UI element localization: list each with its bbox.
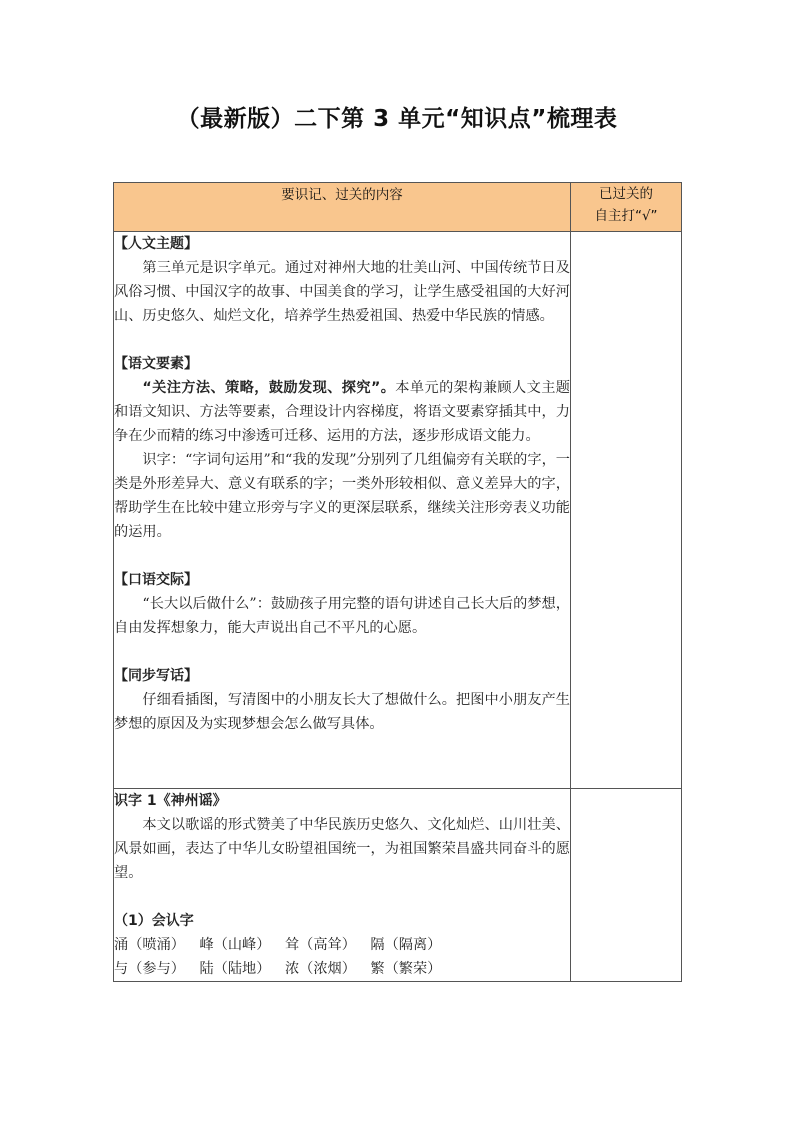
char-item: 耸（高耸） bbox=[284, 937, 356, 953]
chars-row-1 bbox=[114, 933, 570, 957]
table-row bbox=[114, 232, 682, 789]
check-column-header bbox=[571, 183, 682, 232]
lesson1-cell bbox=[114, 789, 571, 982]
char-item: 隔（隔离） bbox=[370, 937, 442, 953]
yuwen-heading: 【语文要素】 bbox=[114, 356, 198, 372]
yuwen-bold-text: “关注方法、策略，鼓励发现、探究”。 bbox=[142, 380, 396, 396]
recognize-chars-heading: （1）会认字 bbox=[114, 913, 194, 929]
lesson1-text: 本文以歌谣的形式赞美了中华民族历史悠久、文化灿烂、山川壮美、风景如画，表达了中华儿女盼望祖国统一，为祖国繁荣昌盛共同奋斗的愿望。 bbox=[114, 817, 570, 881]
check-cell[interactable] bbox=[571, 789, 682, 982]
knowledge-table bbox=[113, 182, 682, 982]
content-column-header: 要识记、过关的内容 bbox=[114, 183, 571, 232]
char-item: 繁（繁荣） bbox=[370, 961, 442, 977]
shizi-text: 识字：“字词句运用”和“我的发现”分别列了几组偏旁有关联的字，一类是外形差异大、意义有联系的字；一类外形较相似、意义差异大的字，帮助学生在比较中建立形旁与字义的更深层联系，继续关注形旁表义功能的运用。 bbox=[114, 452, 570, 540]
kouyu-text: “长大以后做什么”：鼓励孩子用完整的语句讲述自己长大后的梦想，自由发挥想象力，能大声说出自己不平凡的心愿。 bbox=[114, 596, 570, 636]
kouyu-heading: 【口语交际】 bbox=[114, 572, 198, 588]
lesson1-heading: 识字 1《神州谣》 bbox=[114, 793, 227, 809]
yuwen-text: 本单元的架构兼顾人文主题和语文知识、方法等要素，合理设计内容梯度，将语文要素穿插其中，力争在少而精的练习中渗透可迁移、运用的方法，逐步形成语文能力。 bbox=[114, 380, 570, 444]
xiehua-heading: 【同步写话】 bbox=[114, 668, 198, 684]
page-title: （最新版）二下第 3 单元“知识点”梳理表 bbox=[176, 106, 618, 132]
yuwen-paragraph bbox=[114, 376, 570, 448]
renwen-heading: 【人文主题】 bbox=[114, 236, 198, 252]
char-item: 涌（喷涌） bbox=[114, 937, 185, 953]
check-cell[interactable] bbox=[571, 232, 682, 789]
check-header-line2: 自主打“√” bbox=[594, 208, 658, 224]
chars-row-2 bbox=[114, 957, 570, 981]
table-row bbox=[114, 789, 682, 982]
char-item: 浓（浓烟） bbox=[284, 961, 356, 977]
check-header-line1: 已过关的 bbox=[599, 186, 653, 202]
renwen-text: 第三单元是识字单元。通过对神州大地的壮美山河、中国传统节日及风俗习惯、中国汉字的故事、中国美食的学习，让学生感受祖国的大好河山、历史悠久、灿烂文化，培养学生热爱祖国、热爱中华民族的情感。 bbox=[114, 260, 570, 324]
char-item: 陆（陆地） bbox=[199, 961, 271, 977]
char-item: 与（参与） bbox=[114, 961, 185, 977]
unit-overview-cell bbox=[114, 232, 571, 789]
table-header-row bbox=[114, 183, 682, 232]
char-item: 峰（山峰） bbox=[199, 937, 271, 953]
xiehua-text: 仔细看插图，写清图中的小朋友长大了想做什么。把图中小朋友产生梦想的原因及为实现梦想会怎么做写具体。 bbox=[114, 692, 570, 732]
